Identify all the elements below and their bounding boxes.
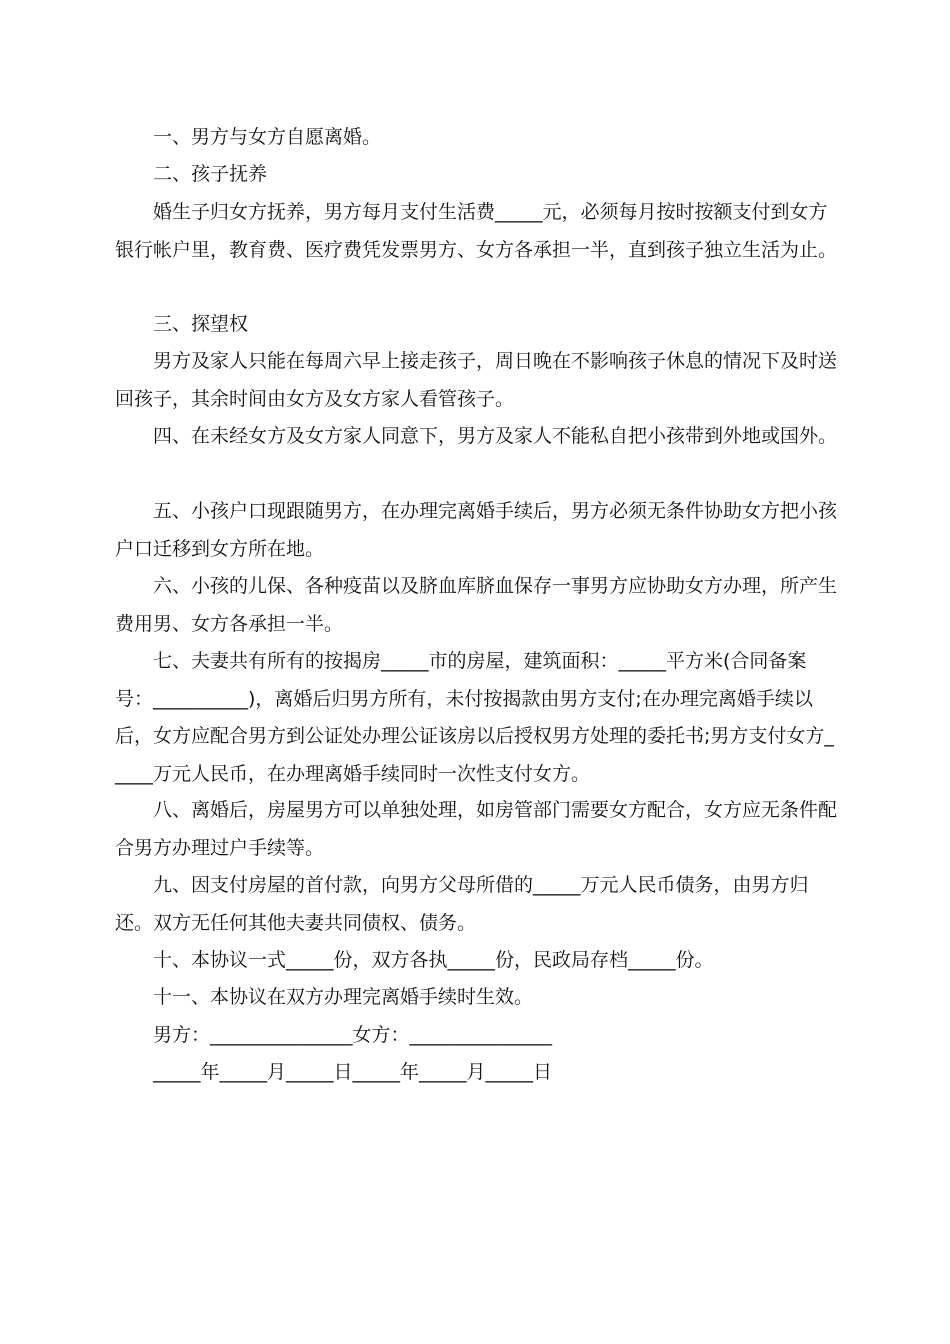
clause-3-heading: 三、探望权 [153,313,249,335]
clause-4: 四、在未经女方及女方家人同意下，男方及家人不能私自把小孩带到外地或国外。 [153,425,838,447]
clause-7: 七、夫妻共有所有的按揭房_____市的房屋，建筑面积：_____平方米(合同备案号：__________)，离婚后归男方所有，未付按揭款由男方支付;在办理完离婚手续以后，女方应配合男方到公证处办理公证该房以后授权男方处理的委托书;男方支付女方_____万元人民币，在办理离婚手续同时一次性支付女方。 [115,650,834,785]
clause-10: 十、本协议一式_____份，双方各执_____份，民政局存档_____份。 [153,949,714,971]
date-line: _____年_____月_____日_____年_____月_____日 [153,1061,553,1083]
clause-1: 一、男方与女方自愿离婚。 [153,126,382,148]
clause-11: 十一、本协议在双方办理完离婚手续时生效。 [153,986,534,1008]
clause-5: 五、小孩户口现跟随男方，在办理完离婚手续后，男方必须无条件协助女方把小孩户口迁移到女方所在地。 [115,500,838,560]
clause-8: 八、离婚后，房屋男方可以单独处理，如房管部门需要女方配合，女方应无条件配合男方办理过户手续等。 [115,799,838,859]
clause-6: 六、小孩的儿保、各种疫苗以及脐血库脐血保存一事男方应协助女方办理，所产生费用男、女方各承担一半。 [115,575,838,635]
clause-3-body: 男方及家人只能在每周六早上接走孩子，周日晚在不影响孩子休息的情况下及时送回孩子，其余时间由女方及女方家人看管孩子。 [115,350,838,410]
clause-9: 九、因支付房屋的首付款，向男方父母所借的_____万元人民币债务，由男方归还。双方无任何其他夫妻共同债权、债务。 [115,874,809,934]
clause-2-heading: 二、孩子抚养 [153,163,268,185]
clause-2-body: 婚生子归女方抚养，男方每月支付生活费_____元，必须每月按时按额支付到女方银行帐户里，教育费、医疗费凭发票男方、女方各承担一半，直到孩子独立生活为止。 [115,201,838,261]
signature-line: 男方：_______________女方：_______________ [153,1024,553,1046]
